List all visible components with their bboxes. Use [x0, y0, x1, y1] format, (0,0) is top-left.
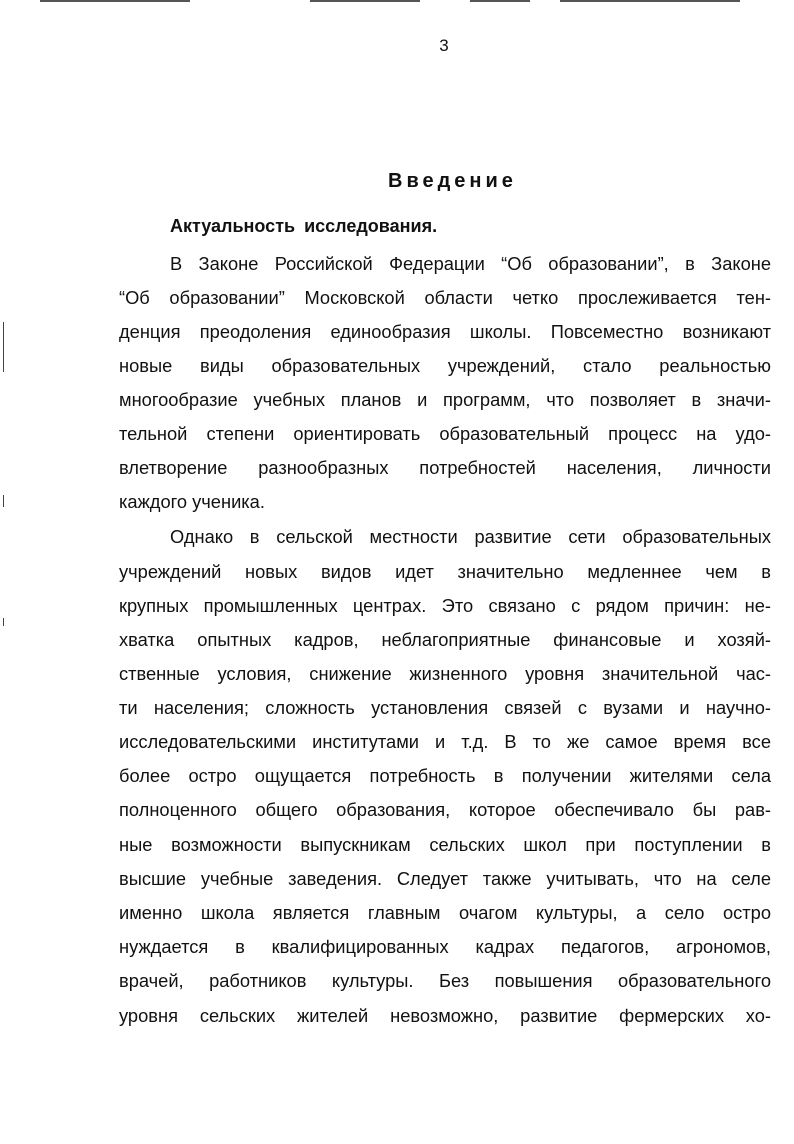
text-line: многообразие учебных планов и программ, что позволяет в значи-: [119, 389, 771, 410]
text-line: Однако в сельской местности развитие сети образовательных: [170, 526, 771, 547]
text-line: уровня сельских жителей невозможно, развитие фермерских хо-: [119, 1005, 771, 1026]
text-line: полноценного общего образования, которое обеспечивало бы рав-: [119, 799, 771, 820]
section-subheading: Актуальность исследования.: [170, 216, 438, 236]
text-line: тельной степени ориентировать образовательный процесс на удо-: [119, 423, 771, 444]
text-line: влетворение разнообразных потребностей населения, личности: [119, 457, 771, 478]
text-line: ственные условия, снижение жизненного уровня значительной час-: [119, 663, 771, 684]
text-line: ти населения; сложность установления связей с вузами и научно-: [119, 697, 771, 718]
page-number: 3: [439, 36, 449, 55]
text-line: высшие учебные заведения. Следует также учитывать, что на селе: [119, 868, 771, 889]
text-line: именно школа является главным очагом культуры, а село остро: [119, 902, 771, 923]
margin-mark: [3, 618, 4, 626]
section-heading: Введение: [388, 170, 517, 192]
text-line: денция преодоления единообразия школы. Повсеместно возникают: [119, 321, 771, 342]
text-line: В Законе Российской Федерации “Об образовании”, в Законе: [170, 253, 771, 274]
text-line: врачей, работников культуры. Без повышения образовательного: [119, 970, 771, 991]
text-line: каждого ученика.: [119, 491, 265, 512]
margin-mark: [3, 495, 4, 507]
text-line: нуждается в квалифицированных кадрах педагогов, агрономов,: [119, 936, 771, 957]
margin-mark: [3, 322, 4, 372]
text-line: ные возможности выпускникам сельских школ при поступлении в: [119, 834, 771, 855]
text-line: “Об образовании” Московской области четко прослеживается тен-: [119, 287, 771, 308]
text-line: крупных промышленных центрах. Это связано с рядом причин: не-: [119, 595, 771, 616]
text-line: исследовательскими институтами и т.д. В то же самое время все: [119, 731, 771, 752]
text-line: новые виды образовательных учреждений, стало реальностью: [119, 355, 771, 376]
text-line: учреждений новых видов идет значительно медленнее чем в: [119, 561, 771, 582]
text-line: более остро ощущается потребность в получении жителями села: [119, 765, 771, 786]
text-line: хватка опытных кадров, неблагоприятные финансовые и хозяй-: [119, 629, 771, 650]
scan-edge-artifact: [0, 0, 794, 3]
